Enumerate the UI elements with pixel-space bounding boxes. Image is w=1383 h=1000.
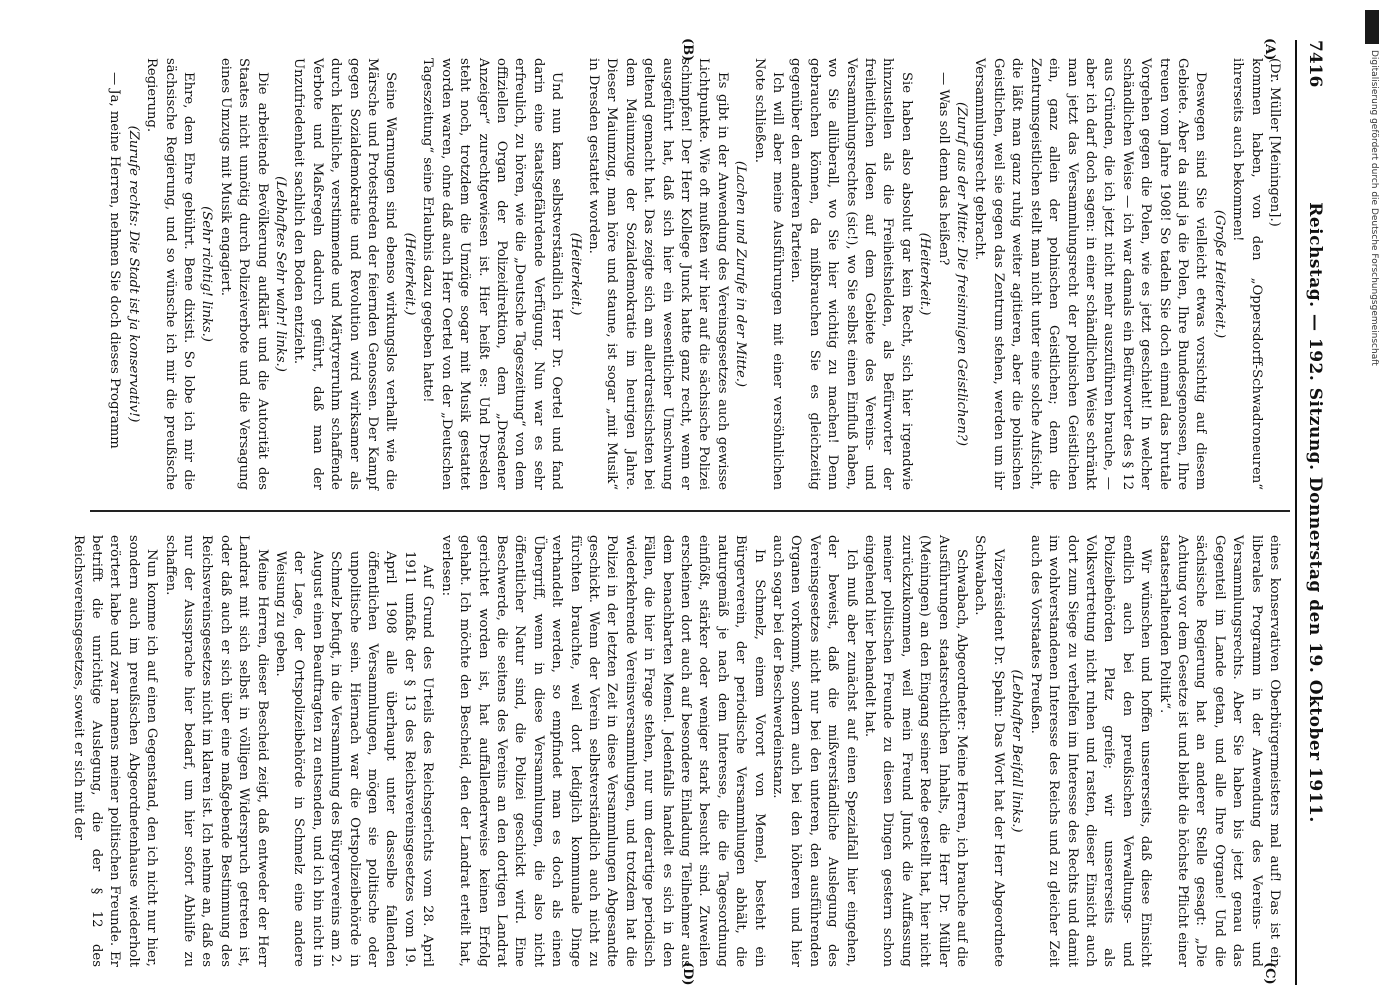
paragraph: Schwabach, Abgeordneter: Meine Herren, ich brauche auf die Ausführungen staatsrechtlichen Inhalts, die Herr Dr. Müller (Meiningen) an den Eingang seiner Rede gestellt hat, hier nicht zurückzukommen, weil mein Freund Junck die Auffassung meiner politischen Freunde zu diesen Dingen gestern schon eingehend hier behandelt hat. <box>862 535 970 967</box>
paragraph: Es gibt in der Anwendung des Vereinsgesetzes auch gewisse Lichtpunkte. Wie oft mußten wir hier auf die sächsische Polizei schimpfen! Der Herr Kollege Junck hatte ganz recht, wenn er ausgeführt hat, daß sich hier ein wesentlicher Umschwung geltend gemacht hat. Das zeigte sich am allerdrastischsten bei dem Maiumzuge der Sozialdemokratie im heurigen Jahre. Dieser Maiumzug, man höre und staune, ist sogar „mit Musik“ in Dresden gestattet worden. <box>585 58 730 490</box>
rotated-document <box>70 38 1335 986</box>
paragraph: Und nun kam selbstverständlich Herr Dr. Oertel und fand darin eine staatsgefährdende Verfügung. Nun war es sehr erfreulich, zu hören, wie die „Deutsche Tageszeitung“ von dem offiziellen Organ der Polizeidirektion, dem „Dresdener Anzeiger“ zurechtgewiesen ist. Hier heißt es: Und Dresden steht noch, trotzdem die Umzüge sogar mit Musik gestattet worden waren, ohne daß auch Herr Oertel von der „Deutschen Tageszeitung“ seine Erlaubnis dazu gegeben hatte! <box>420 58 565 490</box>
margin-marker-b: (B) <box>680 38 695 62</box>
interjection: (Lebhafter Beifall links.) <box>1009 669 1025 833</box>
paragraph: Seine Warnungen sind ebenso wirkungslos verhallt wie die Märsche und Protestreden der feiernden Genossen. Der Kampf gegen Sozialdemokratie und Revolution wird wirksamer als durch kleinliche, verstimmende und Märtyrerruhm schaffende Verbote und Maßregeln dadurch geführt, daß man der Unzufriedenheit sachlich den Boden entzieht. <box>291 58 399 490</box>
quoted-decision: Auf Grund des Urteils des Reichsgerichts vom 28. April 1911 umfaßt der § 13 des Reichsvereinsgesetzes vom 19. April 1908 alle überhaupt unter dasselbe fallenden öffentlichen Versammlungen, mögen sie politische oder unpolitische sein. Hiernach war die Ortspolizeibehörde in Schmelz befugt, in die Versammlung des Bürgervereins am 2. August einen Beauftragten zu entsenden, und ich bin nicht in der Lage, der Ortspolizeibehörde in Schmelz eine andere Weisung zu geben. <box>273 551 436 967</box>
paragraph: Meine Herren, dieser Bescheid zeigt, daß entweder der Herr Landrat mit sich selbst in völligen Widerspruch getreten ist, oder daß auch er sich über eine maßgebende Bestimmung des Reichsvereinsgesetzes nicht im klaren ist. Ich nehme an, daß es nur der Aussprache hier bedarf, um hier sofort Abhilfe zu schaffen. <box>162 535 270 967</box>
page-header <box>1295 40 1335 985</box>
dfg-logo <box>1365 10 1379 44</box>
paragraph: Wir wünschen und hoffen unsererseits, daß diese Einsicht endlich auch bei den preußischen Verwaltungs- und Polizeibehörden Platz greife; wir unsererseits als Volksvertretung nicht ruhen und rasten, dieser Einsicht auch dort zum Siege zu verhelfen im Interesse des Rechts und damit im wohlverstandenen Interesse des Reichs und zu gleicher Zeit auch des Vorstaates Preußen. <box>1027 535 1154 967</box>
right-column <box>70 535 1283 967</box>
interjection: (Heiterkeit.) <box>401 232 417 316</box>
paragraph: Ehre, dem Ehre gebührt. Bene dixisti. So lobe ich mir die sächsische Regierung, und so wünsche ich mir die preußische Regierung. <box>144 58 197 490</box>
interjection: (Zuruf aus der Mitte: Die freisinnigen Geistlichen?) <box>954 101 970 447</box>
left-column <box>93 58 1283 490</box>
interjection: (Lebhaftes Sehr wahr! links.) <box>273 176 289 372</box>
page-number: 7416 <box>1305 40 1325 88</box>
interjection: (Heiterkeit.) <box>567 232 583 316</box>
paragraph: — Was soll denn das heißen? <box>935 72 951 266</box>
paragraph: Die arbeitende Bevölkerung aufklärt und die Autorität des Staates nicht unnötig durch Polizeiverbote und die Versagung eines Umzugs mit Musik engagiert. <box>217 58 270 490</box>
digitization-credit: Digitalisierung gefördert durch die Deutsche Forschungsgemeinschaft <box>1369 50 1379 366</box>
column-divider <box>90 510 1290 512</box>
interjection: (Zurufe rechts: Die Stadt ist ja konservativ!) <box>125 125 141 423</box>
left-paragraphs <box>105 58 1265 490</box>
paragraph: eines konservativen Oberbürgermeisters mal auf! Das ist ein liberales Programm in der Anwendung des Vereins- und Versammlungsrechts. Aber Sie haben bis jetzt genau das Gegenteil im Lande getan, und alle Ihre Organe! Und die sächsische Regierung hat an anderer Stelle gesagt: „Die Achtung vor dem Gesetze ist und bleibt die höchste Pflicht einer staatserhaltenden Politik“. <box>1156 535 1282 967</box>
page-title: Reichstag. — 192. Sitzung. Donnerstag den 19. Oktober 1911. <box>1305 202 1325 823</box>
paragraph: Deswegen sind Sie vielleicht etwas vorsichtig auf diesem Gebiete. Aber da sind ja die Polen, Ihre Bundesgenossen, Ihre treuen vom Jahre 1908! So tadeln Sie doch einmal das brutale Vorgehen gegen die Polen, wie es jetzt geschieht! In welcher schändlichen Weise — ich war damals ein Befürworter des § 12 aus Gründen, die ich jetzt nicht mehr auszuführen brauche, — aber ich darf doch sagen: in einer schändlichen Weise schränkt man jetzt das Versammlungsrecht der polnischen Geistlichen ein, ganz allein der polnischen Geistlichen; denn die Zentrumsgeistlichen stellt man nicht unter eine solche Aufsicht, die läßt man ganz ruhig weiter agitieren, aber die polnischen Geistlichen, weil sie gegen das Zentrum stehen, werden um ihr Versammlungsrecht gebracht. <box>972 58 1209 490</box>
speaker-reference: (Dr. Müller [Meiningen].) <box>1267 58 1282 227</box>
paragraph: Sie haben also absolut gar kein Recht, sich hier irgendwie hinzustellen als die Freiheitshelden, als Befürworter der freiheitlichen Ideen auf dem Gebiete des Vereins- und Versammlungsrechtes (sic!), wo Sie selbst einen Einfluß haben, wo Sie allüberall, wo Sie hier wichtig zu machen! Denn gebrauchen können, da mißbrauchen Sie es gleichzeitig gegenüber den anderen Parteien. <box>788 58 914 490</box>
margin-marker-a: (A) <box>1262 38 1277 61</box>
paragraph: Ich muß aber zunächst auf einen Spezialfall hier eingehen, der beweist, daß die mißverständliche Auslegung des Vereinsgesetzes nicht nur bei den unteren, den ausführenden Organen vorkommt, sondern auch bei den höheren und hier auch sogar bei der Beschwerdeinstanz. <box>770 535 859 967</box>
paragraph: — Ja, meine Herren, nehmen Sie doch dieses Programm <box>107 72 123 449</box>
interjection: (Sehr richtig! links.) <box>199 206 215 342</box>
header-rule <box>1295 40 1297 985</box>
paragraph: kommen haben, von den „Oppersdorff-Schwadroneuren“ ihrerseits auch bekommen! <box>1230 58 1264 490</box>
interjection: (Lachen und Zurufe in der Mitte.) <box>733 160 749 388</box>
paragraph: Vizepräsident Dr. Spahn: Das Wort hat der Herr Abgeordnete Schwabach. <box>972 535 1006 967</box>
paragraph: Nun komme ich auf einen Gegenstand, den ich nicht nur hier, sondern auch im preußischen Abgeordnetenhause wiederholt erörtert habe und zwar namens meiner politischen Freunde. Er betrifft die unrichtige Auslegung, die der § 12 des Reichsvereinsgesetzes, soweit er sich mit der <box>70 535 160 967</box>
margin-marker-c: (C) <box>1262 962 1277 985</box>
paragraph: Ich will aber meine Ausführungen mit einer versöhnlichen Note schließen. <box>751 58 786 490</box>
interjection: (Große Heiterkeit.) <box>1211 209 1227 339</box>
margin-marker-d: (D) <box>680 962 695 986</box>
interjection: (Heiterkeit.) <box>917 232 933 316</box>
paragraph: In Schmelz, einem Vorort von Memel, besteht ein Bürgerverein, der periodische Versammlungen abhält, die naturgemäß je nach dem Interesse, die die Tagesordnung einflößt, stärker oder weniger stark besucht sind. Zuweilen erscheinen dort auch auf besondere Einladung Teilnehmer aus dem benachbarten Memel. Jedenfalls handelt es sich in den Fällen, die hier in Frage stehen, nur um derartige periodisch wiederkehrende Vereinsversammlungen, und trotzdem hat die Polizei in der letzten Zeit in diese Versammlungen Abgesandte geschickt. Wenn der Verein selbstverständlich auch nicht zu fürchten brauchte, weil dort lediglich kommunale Dinge verhandelt werden, so empfindet man es doch als einen Übergriff, wenn in diese Versammlungen, die also nicht öffentlicher Natur sind, die Polizei geschickt wird. Eine Beschwerde, die seitens des Vereins an den dortigen Landrat gerichtet worden ist, hat auffallenderweise keinen Erfolg gehabt. Ich möchte den Bescheid, den der Landrat erteilt hat, verlesen: <box>438 535 767 967</box>
